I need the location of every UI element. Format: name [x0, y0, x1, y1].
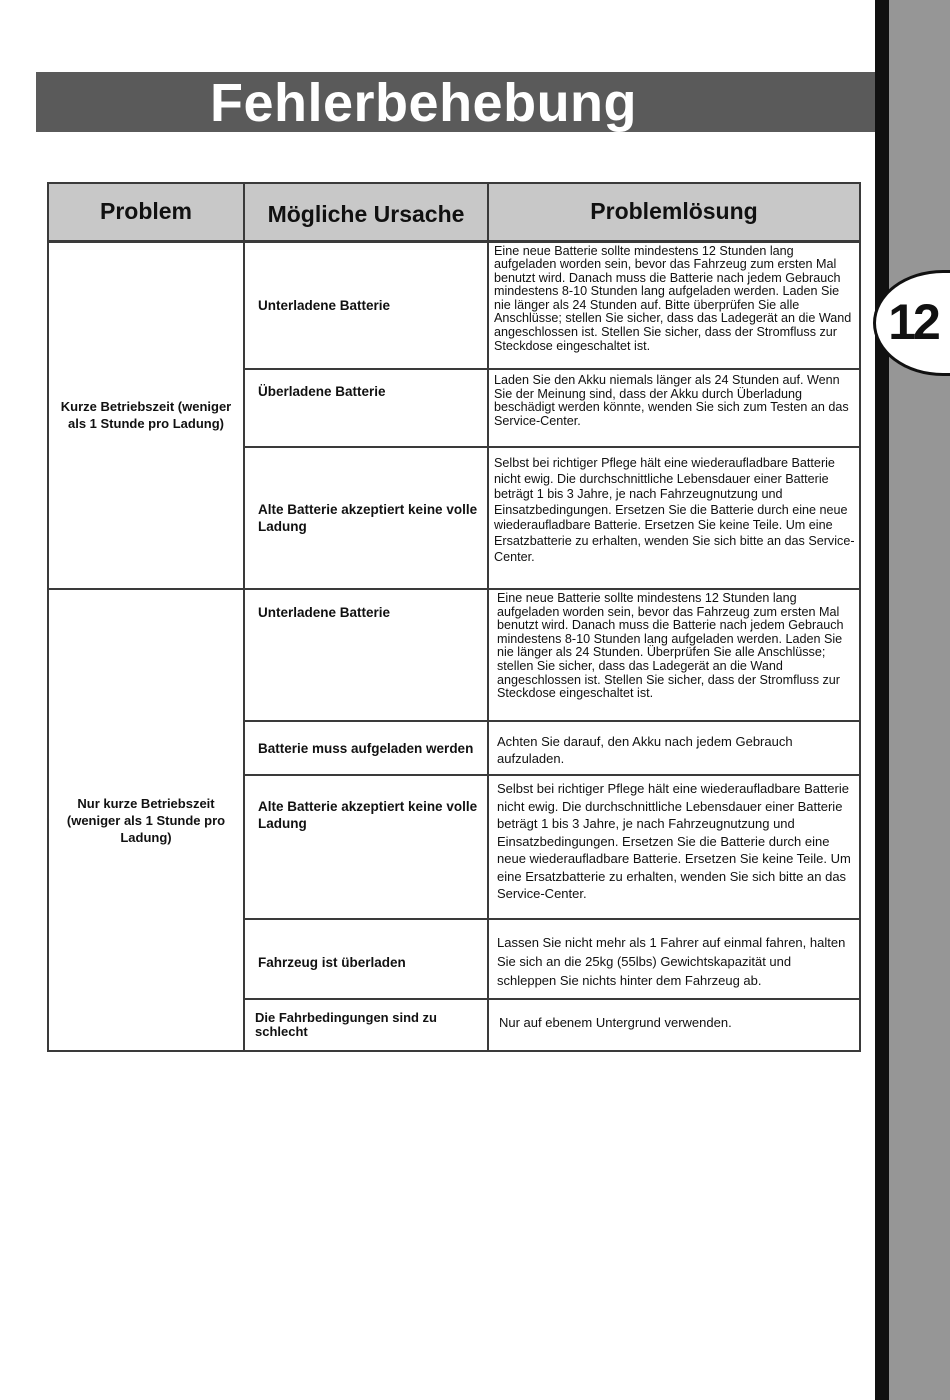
cause-cell: Alte Batterie akzeptiert keine volle Ladung — [244, 447, 488, 589]
solution-cell: Laden Sie den Akku niemals länger als 24 Stunden auf. Wenn Sie der Meinung sind, dass der Akku durch Überladung beschädigt werden könnte, wenden Sie sich zum Testen an das Service-Center. — [488, 369, 860, 447]
page-title: Fehlerbehebung — [210, 73, 638, 133]
right-margin-strip — [889, 0, 950, 1400]
column-header-cause: Mögliche Ursache — [244, 183, 488, 241]
column-header-solution: Problemlösung — [488, 183, 860, 241]
cause-cell: Unterladene Batterie — [244, 241, 488, 369]
solution-cell: Eine neue Batterie sollte mindestens 12 Stunden lang aufgeladen worden sein, bevor das Fahrzeug zum ersten Mal benutzt wird. Danach muss die Batterie nach jedem Gebrauch mindestens 8-10 Stunden lang aufgeladen werden. Laden Sie nie länger als 24 Stunden auf. Bitte überprüfen Sie alle Anschlüsse; stellen Sie sicher, dass das Ladegerät an die Wand angeschlossen ist. Stellen Sie sicher, dass der Stromfluss zur Steckdose eingeschaltet ist. — [488, 241, 860, 369]
table-row — [48, 241, 860, 369]
cause-cell: Die Fahrbedingungen sind zu schlecht — [244, 999, 488, 1051]
cause-cell: Unterladene Batterie — [244, 589, 488, 721]
table-row — [48, 589, 860, 721]
page-number: 12 — [888, 294, 938, 350]
solution-cell: Nur auf ebenem Untergrund verwenden. — [488, 999, 860, 1051]
cause-cell: Alte Batterie akzeptiert keine volle Ladung — [244, 775, 488, 919]
right-edge-bar — [875, 0, 889, 1400]
cause-cell: Fahrzeug ist überladen — [244, 919, 488, 999]
problem-cell: Nur kurze Betriebszeit (weniger als 1 Stunde pro Ladung) — [48, 589, 244, 1051]
problem-cell: Kurze Betriebszeit (weniger als 1 Stunde pro Ladung) — [48, 241, 244, 589]
solution-cell: Selbst bei richtiger Pflege hält eine wiederaufladbare Batterie nicht ewig. Die durchschnittliche Lebensdauer einer Batterie beträgt 1 bis 3 Jahre, je nach Fahrzeugnutzung und Einsatzbedingungen. Ersetzen Sie die Batterie durch eine neue wiederaufladbare Batterie. Ersetzen Sie keine Teile. Um eine Ersatzbatterie zu erhalten, wenden Sie sich bitte an das Service-Center. — [488, 775, 860, 919]
column-header-problem: Problem — [48, 183, 244, 241]
solution-cell: Lassen Sie nicht mehr als 1 Fahrer auf einmal fahren, halten Sie sich an die 25kg (55lbs) Gewichtskapazität und schleppen Sie nichts hinter dem Fahrzeug ab. — [488, 919, 860, 999]
table-header-row — [48, 183, 860, 241]
solution-cell: Achten Sie darauf, den Akku nach jedem Gebrauch aufzuladen. — [488, 721, 860, 775]
solution-cell: Selbst bei richtiger Pflege hält eine wiederaufladbare Batterie nicht ewig. Die durchschnittliche Lebensdauer einer Batterie beträgt 1 bis 3 Jahre, je nach Fahrzeugnutzung und Einsatzbedingungen. Ersetzen Sie die Batterie durch eine neue wiederaufladbare Batterie. Ersetzen Sie keine Teile. Um eine Ersatzbatterie zu erhalten, wenden Sie sich bitte an das Service-Center. — [488, 447, 860, 589]
solution-cell: Eine neue Batterie sollte mindestens 12 Stunden lang aufgeladen worden sein, bevor das Fahrzeug zum ersten Mal benutzt wird. Danach muss die Batterie nach jedem Gebrauch mindestens 8-10 Stunden lang aufgeladen werden. Laden Sie nie länger als 24 Stunden. Überprüfen Sie alle Anschlüsse; stellen Sie sicher, dass das Ladegerät an die Wand angeschlossen ist. Stellen Sie sicher, dass der Stromfluss zur Steckdose eingeschaltet ist. — [488, 589, 860, 721]
troubleshooting-table — [47, 182, 861, 1052]
cause-cell: Überladene Batterie — [244, 369, 488, 447]
cause-cell: Batterie muss aufgeladen werden — [244, 721, 488, 775]
